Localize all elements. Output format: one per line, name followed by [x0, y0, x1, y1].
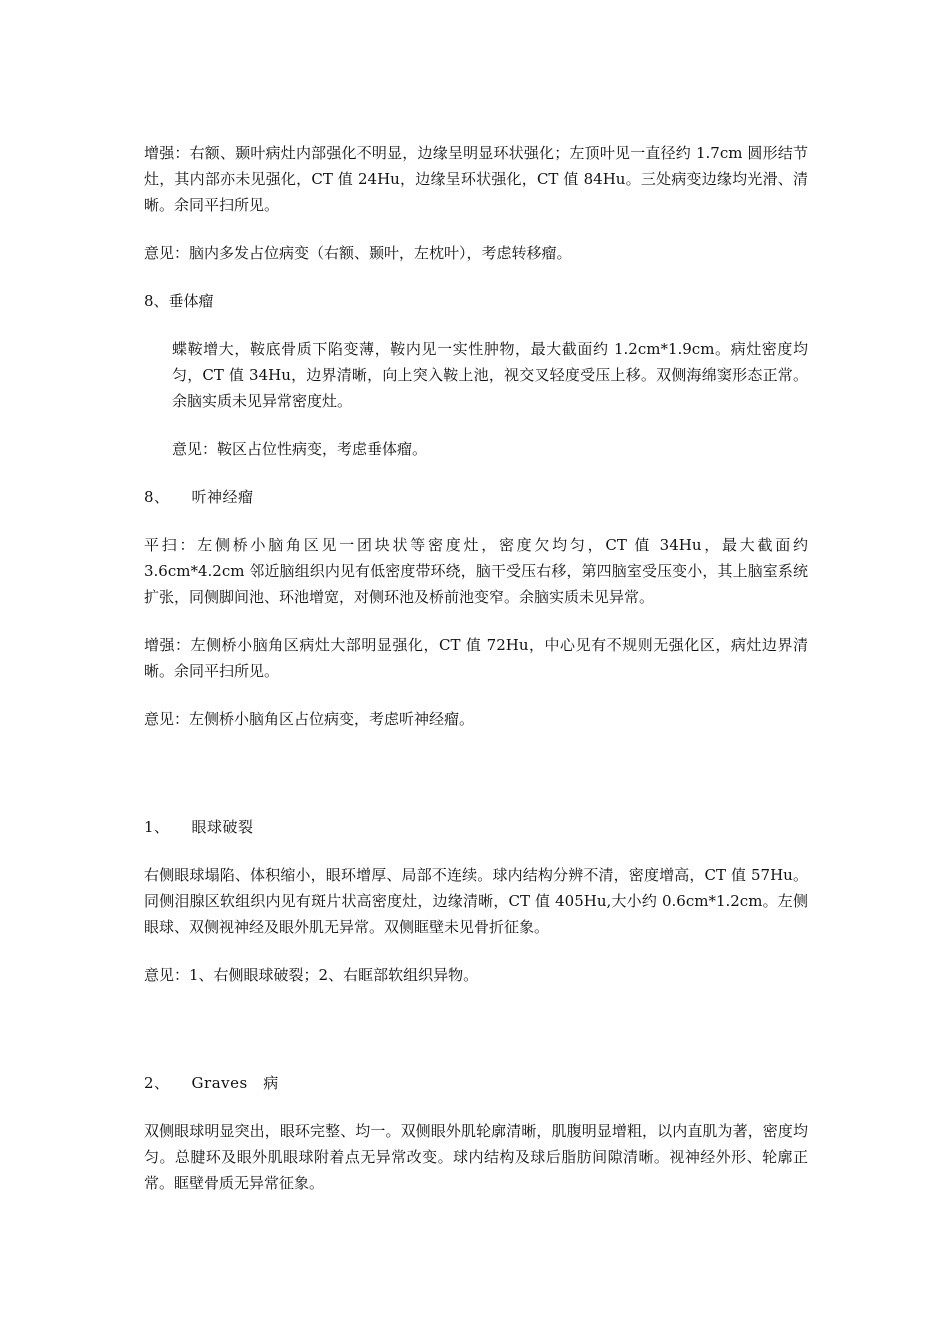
paragraph-graves-findings: 双侧眼球明显突出，眼环完整、均一。双侧眼外肌轮廓清晰，肌腹明显增粗，以内直肌为著，密度均匀。总腱环及眼外肌眼球附着点无异常改变。球内结构及球后脂肪间隙清晰。视神经外形、轮廓正常。眶壁骨质无异常征象。 [144, 1122, 808, 1192]
heading-acoustic-neuroma [144, 484, 808, 510]
heading-text: Graves 病 [191, 1074, 279, 1092]
paragraph-opinion-metastasis: 意见：脑内多发占位病变（右额、颞叶，左枕叶），考虑转移瘤。 [144, 244, 572, 262]
paragraph-opinion-acoustic: 意见：左侧桥小脑角区占位病变，考虑听神经瘤。 [144, 710, 475, 728]
paragraph-opinion-pituitary: 意见：鞍区占位性病变，考虑垂体瘤。 [172, 440, 428, 458]
paragraph-enhanced-scan: 增强：右额、颞叶病灶内部强化不明显，边缘呈明显环状强化；左顶叶见一直径约 1.7cm 圆形结节灶，其内部亦未见强化，CT 值 24Hu，边缘呈环状强化，CT 值 84Hu。三处病变边缘均光滑、清晰。余同平扫所见。 [144, 144, 808, 214]
heading-number: 1、 [144, 818, 170, 836]
heading-number: 8、 [144, 488, 170, 506]
heading-pituitary-adenoma: 8、垂体瘤 [144, 292, 214, 310]
heading-text: 眼球破裂 [191, 818, 254, 836]
heading-eyeball-rupture [144, 814, 808, 840]
paragraph-opinion-eyeball: 意见：1、右侧眼球破裂；2、右眶部软组织异物。 [144, 966, 479, 984]
paragraph-pituitary-findings: 蝶鞍增大，鞍底骨质下陷变薄，鞍内见一实性肿物，最大截面约 1.2cm*1.9cm。病灶密度均匀，CT 值 34Hu，边界清晰，向上突入鞍上池，视交叉轻度受压上移。双侧海绵窦形态正常。余脑实质未见异常密度灶。 [172, 340, 808, 410]
paragraph-eyeball-findings: 右侧眼球塌陷、体积缩小，眼环增厚、局部不连续。球内结构分辨不清，密度增高，CT 值 57Hu。同侧泪腺区软组织内见有斑片状高密度灶，边缘清晰，CT 值 405Hu,大小约 0.6cm*1.2cm。左侧眼球、双侧视神经及眼外肌无异常。双侧眶壁未见骨折征象。 [144, 866, 808, 936]
heading-text: 听神经瘤 [191, 488, 254, 506]
paragraph-enhanced-scan-acoustic: 增强：左侧桥小脑角区病灶大部明显强化，CT 值 72Hu，中心见有不规则无强化区，病灶边界清晰。余同平扫所见。 [144, 636, 808, 680]
heading-graves-disease [144, 1070, 808, 1096]
paragraph-plain-scan: 平扫：左侧桥小脑角区见一团块状等密度灶，密度欠均匀，CT 值 34Hu，最大截面约 3.6cm*4.2cm 邻近脑组织内见有低密度带环绕，脑干受压右移，第四脑室受压变小，其上脑室系统扩张，同侧脚间池、环池增宽，对侧环池及桥前池变窄。余脑实质未见异常。 [144, 536, 808, 606]
heading-number: 2、 [144, 1074, 170, 1092]
